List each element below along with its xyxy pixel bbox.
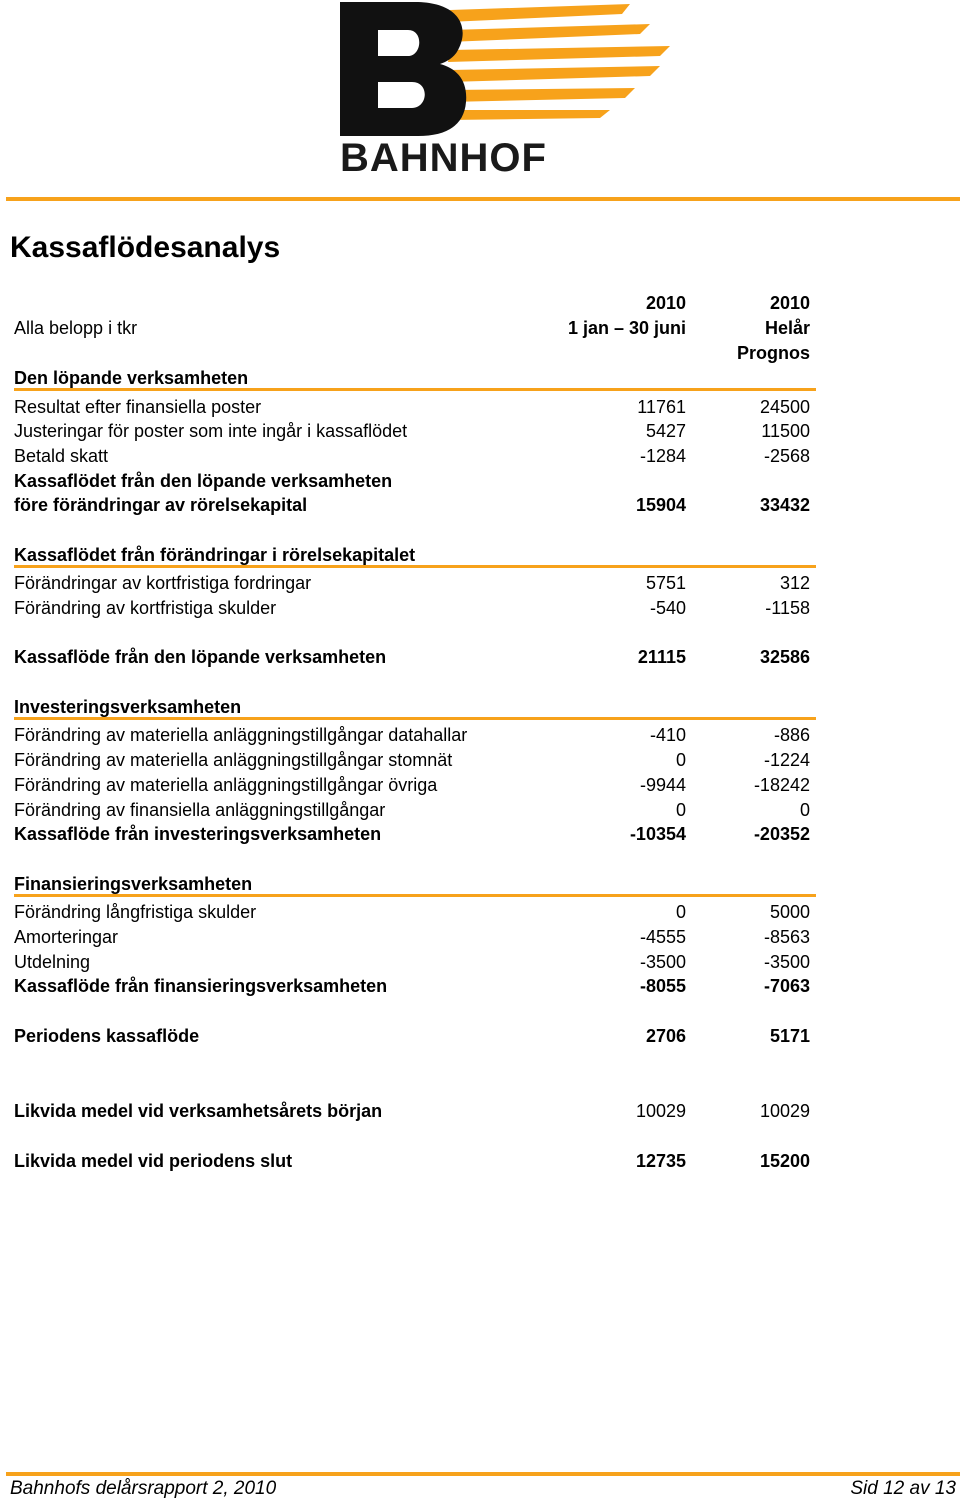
brand-wordmark: BAHNHOF (340, 136, 547, 180)
col1-year: 2010 (645, 293, 686, 313)
section-rule (14, 565, 816, 568)
section-heading: Finansieringsverksamheten (14, 874, 253, 894)
subtotal-row: före förändringar av rörelsekapital 15904 33432 (14, 495, 810, 515)
table-row: Amorteringar -4555 -8563 (14, 927, 810, 947)
table-row: Förändring av finansiella anläggningstillgångar 0 0 (14, 800, 810, 820)
period-cashflow-row: Periodens kassaflöde 2706 5171 (14, 1026, 810, 1046)
header-rule (6, 197, 960, 201)
footer-rule (6, 1472, 960, 1476)
header-row-type (14, 342, 810, 366)
table-row: Förändring av materiella anläggningstillgångar datahallar -410 -886 (14, 725, 810, 745)
col2-year: 2010 (769, 293, 810, 313)
header-row-year (14, 292, 810, 316)
footer-report-name: Bahnhofs delårsrapport 2, 2010 (10, 1478, 277, 1499)
table-row: Resultat efter finansiella poster 11761 24500 (14, 397, 810, 417)
logo-letter-b (340, 2, 466, 136)
section-rule (14, 388, 816, 391)
page-title: Kassaflödesanalys (10, 231, 281, 264)
section-heading: Investeringsverksamheten (14, 697, 242, 717)
cash-begin-row: Likvida medel vid verksamhetsårets början 10029 10029 (14, 1101, 810, 1121)
table-row: Förändring av materiella anläggningstillgångar övriga -9944 -18242 (14, 775, 810, 795)
table-row: Utdelning -3500 -3500 (14, 952, 810, 972)
table-row: Betald skatt -1284 -2568 (14, 446, 810, 466)
section-rule (14, 894, 816, 897)
section-rule (14, 717, 816, 720)
col2-type: Prognos (736, 343, 810, 363)
cash-end-row: Likvida medel vid periodens slut 12735 15200 (14, 1151, 810, 1171)
table-row: Förändring långfristiga skulder 0 5000 (14, 902, 810, 922)
total-row: Kassaflöde från investeringsverksamheten -10354 -20352 (14, 824, 810, 844)
col1-period: 1 jan – 30 juni (567, 318, 686, 338)
table-row: Förändring av kortfristiga skulder -540 -1158 (14, 598, 810, 618)
logo-stripes (448, 4, 670, 120)
table-row: Justeringar för poster som inte ingår i kassaflödet 5427 11500 (14, 421, 810, 441)
table-row: Förändring av materiella anläggningstillgångar stomnät 0 -1224 (14, 750, 810, 770)
col2-period: Helår (764, 318, 810, 338)
unit-label: Alla belopp i tkr (14, 318, 138, 338)
total-row: Kassaflöde från finansieringsverksamheten -8055 -7063 (14, 976, 810, 996)
table-row: Förändringar av kortfristiga fordringar 5751 312 (14, 573, 810, 593)
total-row: Kassaflöde från den löpande verksamheten 21115 32586 (14, 647, 810, 667)
subtotal-row: Kassaflödet från den löpande verksamheten (14, 471, 393, 491)
section-heading: Kassaflödet från förändringar i rörelsekapitalet (14, 545, 416, 565)
section-heading: Den löpande verksamheten (14, 368, 249, 388)
header-row-period (14, 317, 810, 341)
footer-page-number: Sid 12 av 13 (850, 1478, 956, 1499)
